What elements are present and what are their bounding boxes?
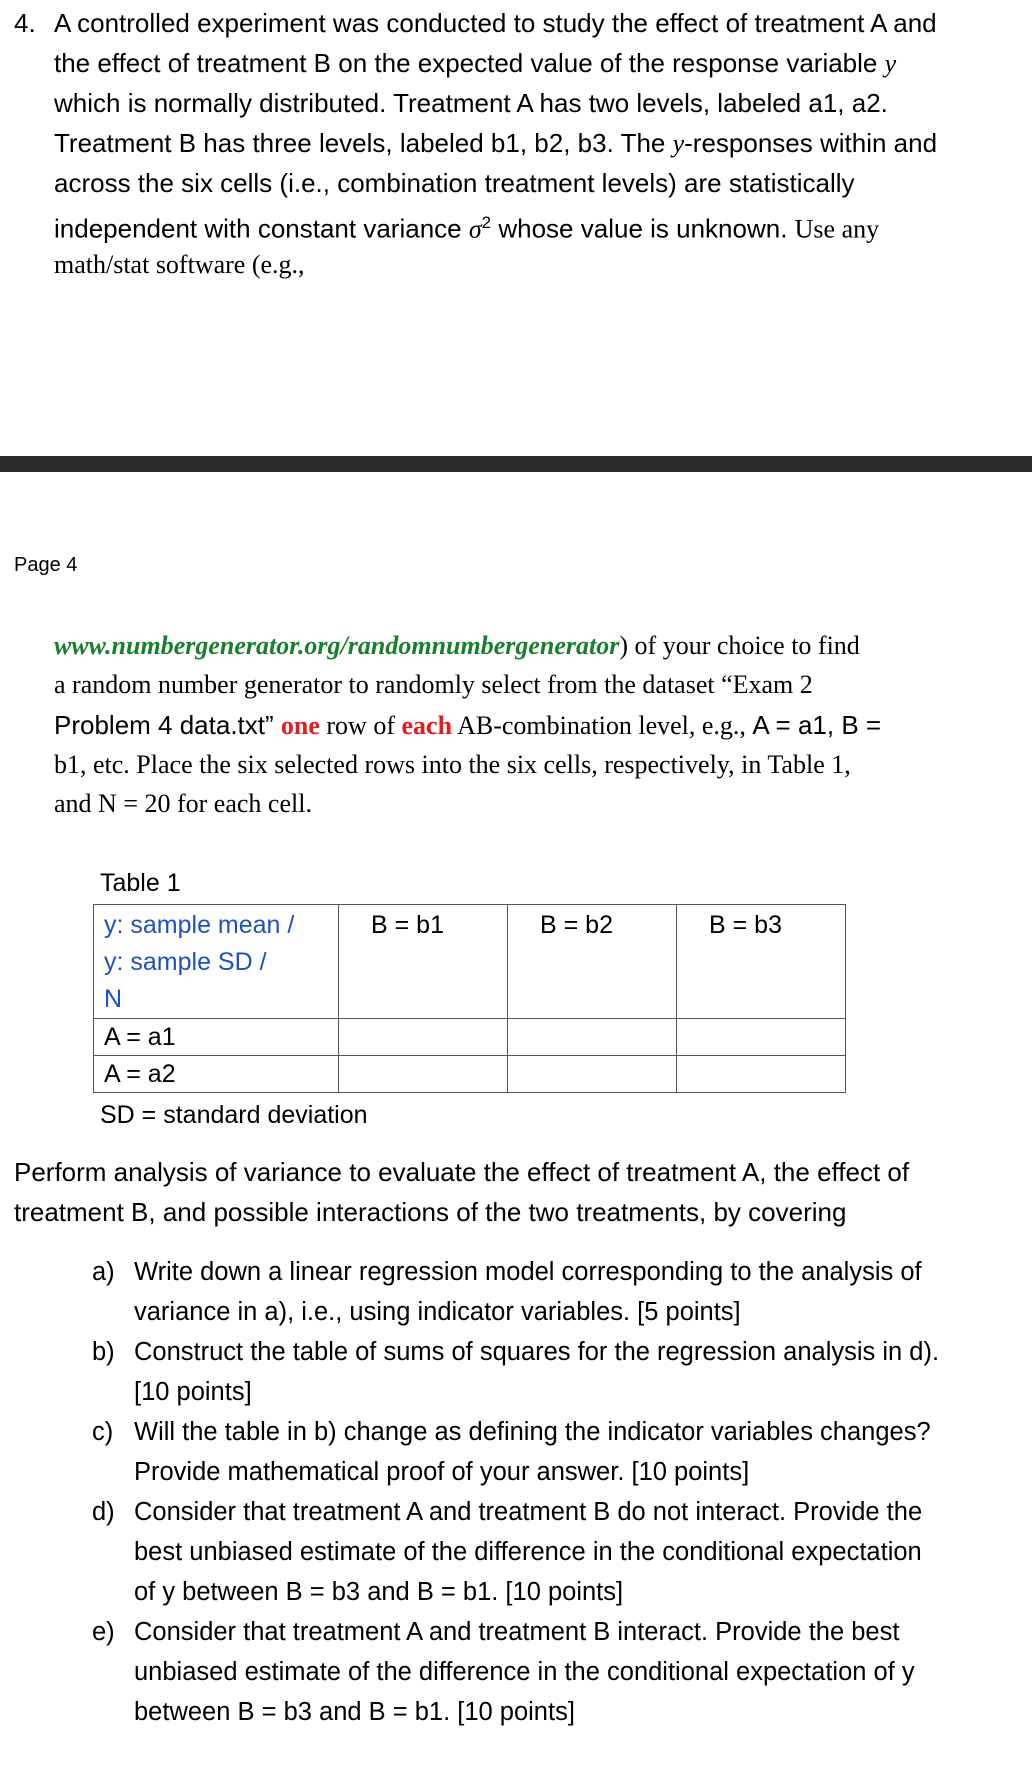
header-cell-stats: y: sample mean / y: sample SD / N [94, 905, 339, 1019]
page-label: Page 4 [14, 554, 78, 576]
text-line: the effect of treatment B on the expected value of the response variable y [54, 48, 897, 78]
table-row [94, 1056, 846, 1093]
table-cell [508, 1019, 677, 1056]
table-footnote: SD = standard deviation [100, 1101, 368, 1129]
table-cell [677, 1019, 846, 1056]
column-header-b2: B = b2 [508, 905, 677, 1019]
text-line: across the six cells (i.e., combination treatment levels) are statistically [54, 168, 855, 198]
text-line: which is normally distributed. Treatment A has two levels, labeled a1, a2. [54, 88, 888, 118]
row-header-a1: A = a1 [94, 1019, 339, 1056]
text-line: b1, etc. Place the six selected rows into the six cells, respectively, in Table 1, [54, 750, 851, 779]
text-line: A controlled experiment was conducted to study the effect of treatment A and [54, 8, 937, 38]
table-header-row [94, 905, 846, 1019]
generator-url: www.numbergenerator.org/randomnumbergenerator [54, 631, 620, 660]
table-cell [339, 1019, 508, 1056]
page-break-bar [0, 456, 1032, 472]
analysis-line: treatment B, and possible interactions of the two treatments, by covering [14, 1197, 847, 1227]
table-1 [93, 904, 846, 1093]
text-line: a random number generator to randomly select from the dataset “Exam 2 [54, 670, 813, 699]
text-line: Treatment B has three levels, labeled b1, b2, b3. The y-responses within and [54, 128, 938, 158]
question-number: 4. [14, 8, 36, 38]
analysis-line: Perform analysis of variance to evaluate the effect of treatment A, the effect of [14, 1157, 910, 1187]
text-line: independent with constant variance $\sigma^2$ whose value is unknown. Use any [54, 213, 880, 244]
table-row [94, 1019, 846, 1056]
row-header-a2: A = a2 [94, 1056, 339, 1093]
column-header-b1: B = b1 [339, 905, 508, 1019]
table-cell [339, 1056, 508, 1093]
text-line: Problem 4 data.txt” one row of each AB-combination level, e.g., A = a1, B = [54, 710, 882, 740]
column-header-b3: B = b3 [677, 905, 846, 1019]
table-cell [508, 1056, 677, 1093]
text-line: math/stat software (e.g., [54, 250, 305, 279]
text-line: www.numbergenerator.org/randomnumbergenerator) of your choice to find [54, 631, 860, 660]
table-caption: Table 1 [100, 869, 181, 897]
text-line: and N = 20 for each cell. [54, 789, 312, 818]
table-cell [677, 1056, 846, 1093]
